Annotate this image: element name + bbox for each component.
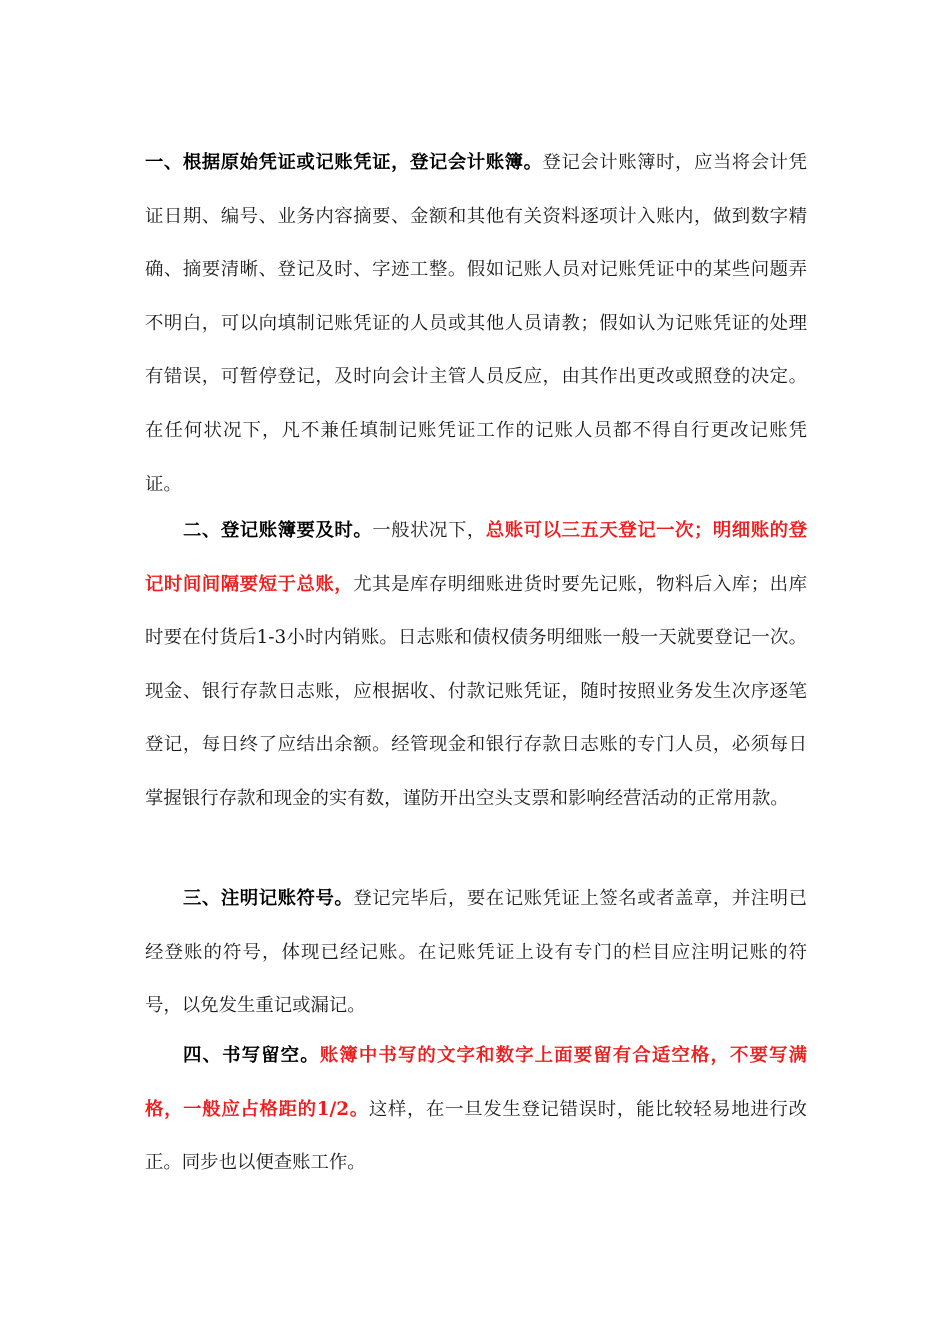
paragraph-4-heading: 四、书写留空。	[183, 1045, 320, 1066]
paragraph-2-heading: 二、登记账簿要及时。	[183, 520, 373, 541]
paragraph-4-body-after: 这样，在一旦发生登记错误时，能比较轻易地进行改正。同步也以便查账工作。	[145, 1098, 807, 1174]
paragraph-3	[145, 872, 807, 1033]
paragraph-2-highlight: 总账可以三五天登记一次；明细账的登记时间间隔要短于总账，	[145, 520, 807, 595]
paragraph-4-highlight: 账簿中书写的文字和数字上面要留有合适空格，不要写满格，一般应占格距的1/2。	[145, 1045, 807, 1120]
paragraph-1	[145, 136, 807, 511]
paragraph-4	[145, 1029, 807, 1190]
paragraph-1-body: 登记会计账簿时，应当将会计凭证日期、编号、业务内容摘要、金额和其他有关资料逐项计入账内，做到数字精确、摘要清晰、登记及时、字迹工整。假如记账人员对记账凭证中的某些问题弄不明白，可以向填制记账凭证的人员或其他人员请教；假如认为记账凭证的处理有错误，可暂停登记，及时向会计主管人员反应，由其作出更改或照登的决定。在任何状况下，凡不兼任填制记账凭证工作的记账人员都不得自行更改记账凭证。	[145, 152, 807, 495]
paragraph-3-heading: 三、注明记账符号。	[183, 888, 354, 909]
paragraph-2	[145, 504, 807, 826]
paragraph-2-body-after: 尤其是库存明细账进货时要先记账，物料后入库；出库时要在付货后1-3小时内销账。日志账和债权债务明细账一般一天就要登记一次。现金、银行存款日志账，应根据收、付款记账凭证，随时按照业务发生次序逐笔登记，每日终了应结出余额。经管现金和银行存款日志账的专门人员，必须每日掌握银行存款和现金的实有数，谨防开出空头支票和影响经营活动的正常用款。	[145, 573, 807, 809]
paragraph-1-heading: 一、根据原始凭证或记账凭证，登记会计账簿。	[145, 152, 543, 173]
paragraph-3-body: 登记完毕后，要在记账凭证上签名或者盖章，并注明已经登账的符号，体现已经记账。在记账凭证上设有专门的栏目应注明记账的符号，以免发生重记或漏记。	[145, 888, 807, 1017]
paragraph-2-body-before: 一般状况下，	[372, 520, 486, 541]
